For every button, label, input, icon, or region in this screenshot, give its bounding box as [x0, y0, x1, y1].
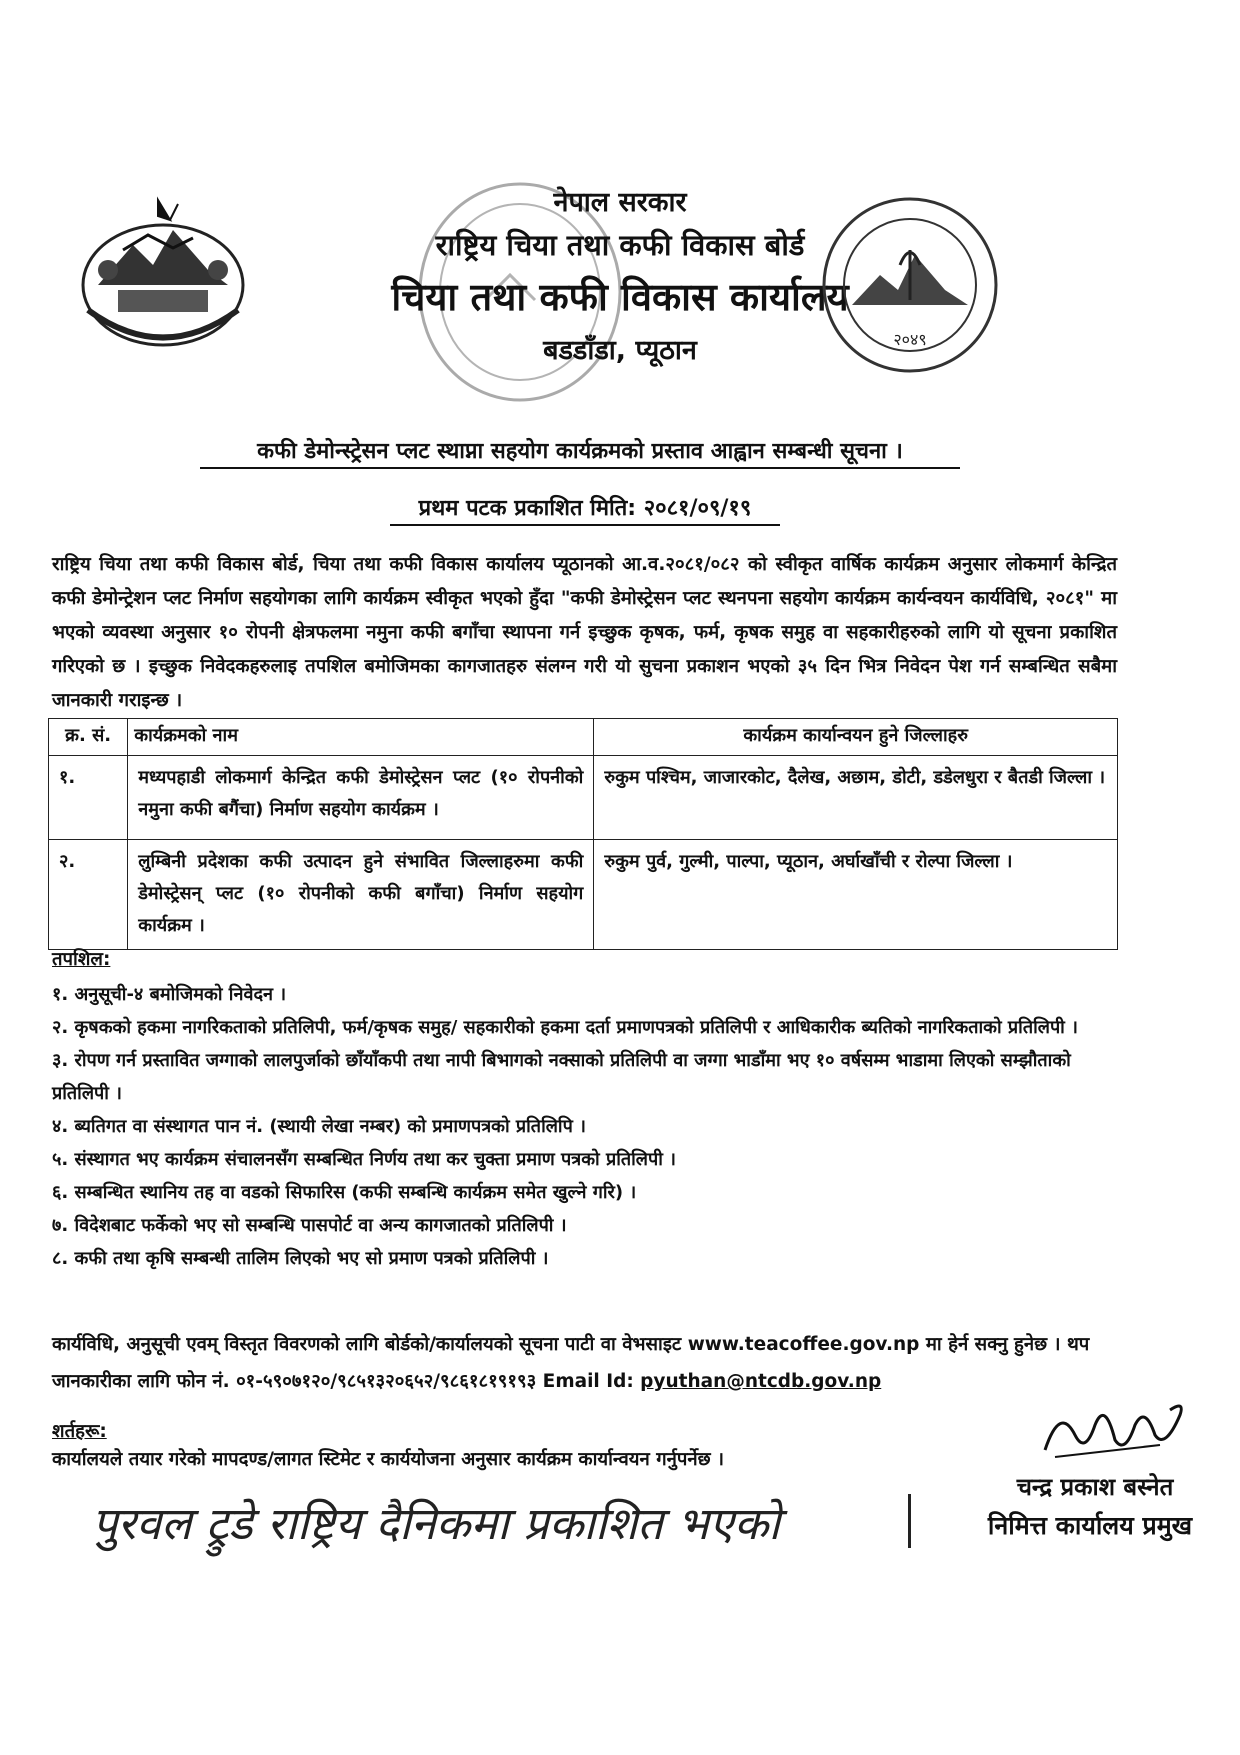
table-cell: रुकुम पश्चिम, जाजारकोट, दैलेख, अछाम, डोटी, डडेलधुरा र बैतडी जिल्ला । [594, 756, 1118, 840]
table-cell: मध्यपहाडी लोकमार्ग केन्द्रित कफी डेमोस्ट्रेसन प्लट (१० रोपनीको नमुना कफी बगैंचा) निर्माण सहयोग कार्यक्रम । [128, 756, 594, 840]
table-cell: लुम्बिनी प्रदेशका कफी उत्पादन हुने संभावित जिल्लाहरुमा कफी डेमोस्ट्रेसन् प्लट (१० रोपनीको कफी बगाँचा) निर्माण सहयोग कार्यक्रम । [128, 840, 594, 950]
list-item: २. कृषकको हकमा नागरिकताको प्रतिलिपी, फर्म/कृषक समुह/ सहकारीको हकमा दर्ता प्रमाणपत्रको प्रतिलिपी र आधिकारीक ब्यतिको नागरिकताको प्रतिलिपी । [52, 1017, 1078, 1038]
handwritten-note: पुरवल ट्रुडे राष्ट्रिय दैनिकमा प्रकाशित भएको [92, 1497, 780, 1550]
column-header: क्र. सं. [49, 719, 128, 756]
table-row [49, 756, 1118, 840]
list-item: ५. संस्थागत भए कार्यक्रम संचालनसँग सम्बन्धित निर्णय तथा कर चुक्ता प्रमाण पत्रको प्रतिलिपी । [52, 1149, 676, 1170]
header-government: नेपाल सरकार [553, 187, 687, 218]
published-date: प्रथम पटक प्रकाशित मिति: २०८१/०९/१९ [390, 492, 780, 526]
closing-paragraph [52, 1326, 1117, 1400]
header-location: बडडाँडा, प्यूठान [543, 335, 697, 366]
table-header-row [49, 719, 1118, 756]
intro-paragraph: राष्ट्रिय चिया तथा कफी विकास बोर्ड, चिया तथा कफी विकास कार्यालय प्यूठानको आ.व.२०८१/०८२ को स्वीकृत वार्षिक कार्यक्रम अनुसार लोकमार्ग केन्द्रित कफी डेमोन्ट्रेशन प्लट निर्माण सहयोगका लागि कार्यक्रम स्वीकृत भएको हुँदा "कफी डेमोस्ट्रेसन प्लट स्थनपना सहयोग कार्यक्रम कार्यन्वयन कार्यविधि, २०८१" मा भएको व्यवस्था अनुसार १० रोपनी क्षेत्रफलमा नमुना कफी बगाँचा स्थापना गर्न इच्छुक कृषक, फर्म, कृषक समुह वा सहकारीहरुको लागि यो सूचना प्रकाशित गरिएको छ । इच्छुक निवेदकहरुलाइ तपशिल बमोजिमका कागजातहरु संलग्न गरी यो सुचना प्रकाशन भएको ३५ दिन भित्र निवेदन पेश गर्न सम्बन्धित सबैमा जानकारी गराइन्छ । [52, 554, 1117, 711]
list-item: १. अनुसूची-४ बमोजिमको निवेदन । [52, 984, 287, 1005]
requirements-heading: तपशिल: [52, 949, 111, 970]
terms-heading: शर्तहरू: [52, 1421, 107, 1442]
contact-email[interactable]: pyuthan@ntcdb.gov.np [640, 1371, 882, 1392]
header-board: राष्ट्रिय चिया तथा कफी विकास बोर्ड [435, 228, 805, 262]
table-cell: रुकुम पुर्व, गुल्मी, पाल्पा, प्यूठान, अर्घाखाँची र रोल्पा जिल्ला । [594, 840, 1118, 950]
notice-title: कफी डेमोन्स्ट्रेसन प्लट स्थाप्ना सहयोग कार्यक्रमको प्रस्ताव आह्वान सम्बन्धी सूचना । [200, 435, 960, 469]
table-cell: १. [49, 756, 128, 840]
handwritten-signature-icon [1040, 1395, 1190, 1465]
signer-title: निमित्त कार्यालय प्रमुख [987, 1511, 1193, 1540]
list-item: ४. ब्यतिगत वा संस्थागत पान नं. (स्थायी लेखा नम्बर) को प्रमाणपत्रको प्रतिलिपि । [52, 1116, 586, 1137]
signer-name: चन्द्र प्रकाश बस्नेत [1016, 1473, 1174, 1501]
column-header: कार्यक्रमको नाम [128, 719, 594, 756]
table-row [49, 840, 1118, 950]
handwritten-bar [908, 1494, 911, 1548]
column-header: कार्यक्रम कार्यान्वयन हुने जिल्लाहरु [594, 719, 1118, 756]
list-item: ३. रोपण गर्न प्रस्तावित जग्गाको लालपुर्जाको छाँयाँकपी तथा नापी बिभागको नक्साको प्रतिलिपी वा जग्गा भाडाँमा भए १० वर्षसम्म भाडामा लिएको सम्झौताको प्रतिलिपी । [52, 1050, 1071, 1104]
seal-year: २०४९ [893, 330, 927, 349]
program-table [48, 718, 1118, 950]
list-item: ६. सम्बन्धित स्थानिय तह वा वडको सिफारिस (कफी सम्बन्धि कार्यक्रम समेत खुल्ने गरि) । [52, 1182, 637, 1203]
requirements-list [52, 978, 1112, 1275]
header-office: चिया तथा कफी विकास कार्यालय [391, 275, 849, 319]
terms-text: कार्यालयले तयार गरेको मापदण्ड/लागत स्टिमेट र कार्ययोजना अनुसार कार्यक्रम कार्यान्वयन गर्नुपर्नेछ । [52, 1449, 725, 1470]
list-item: ८. कफी तथा कृषि सम्बन्धी तालिम लिएको भए सो प्रमाण पत्रको प्रतिलिपी । [52, 1248, 549, 1269]
closing-text: कार्यविधि, अनुसूची एवम् विस्तृत विवरणको लागि बोर्डको/कार्यालयको सूचना पाटी वा वेभसाइट www.teacoffee.gov.np मा हेर्न सक्नु हुनेछ । थप जानकारीका लागि फोन नं. ०१-५९०७१२०/९८५१३२०६५२/९८६१८१९१९३ Email Id: [52, 1334, 1090, 1392]
nepal-government-emblem-icon [78, 190, 248, 360]
tea-coffee-board-seal-icon [820, 195, 1000, 375]
table-cell: २. [49, 840, 128, 950]
list-item: ७. विदेशबाट फर्केको भए सो सम्बन्धि पासपोर्ट वा अन्य कागजातको प्रतिलिपी । [52, 1215, 567, 1236]
